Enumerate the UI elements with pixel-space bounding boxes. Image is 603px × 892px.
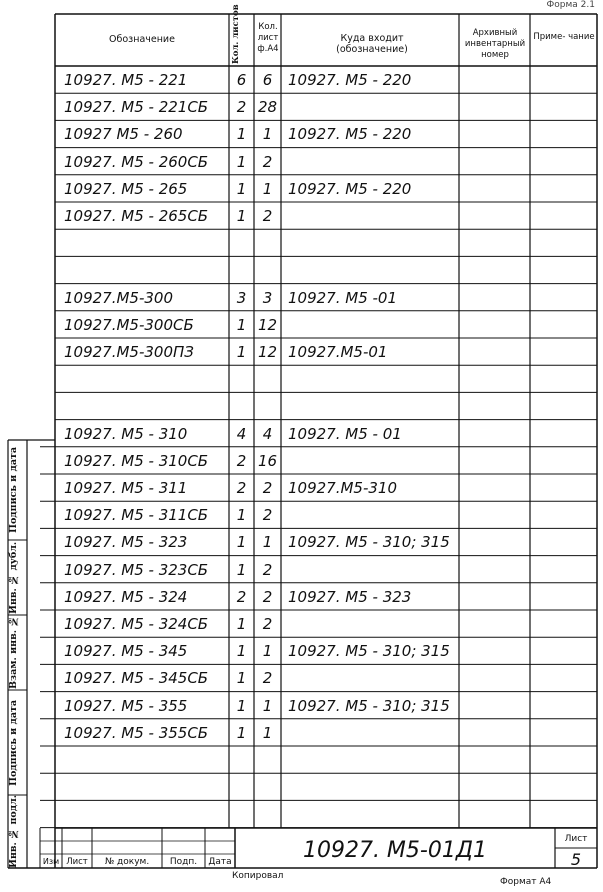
cell-a4: 2 <box>262 560 273 579</box>
cell-sheets: 1 <box>236 723 247 742</box>
tb-doc-no: № докум. <box>104 857 150 867</box>
header-sheets-count: Кол. листов <box>231 4 241 64</box>
cell-designation: 10927.M5-300СБ <box>64 315 194 334</box>
cell-a4: 2 <box>262 506 273 525</box>
cell-sheets: 3 <box>236 288 247 307</box>
side-label-signature-date-1: Подпись и дата <box>8 446 19 534</box>
cell-a4: 28 <box>257 98 278 117</box>
cell-where: 10927. M5 - 220 <box>288 71 412 89</box>
cell-designation: 10927. M5 - 355СБ <box>64 723 209 742</box>
cell-designation: 10927. M5 - 324 <box>64 587 188 606</box>
cell-a4: 1 <box>262 642 273 661</box>
cell-a4: 2 <box>262 479 273 497</box>
cell-sheets: 2 <box>236 451 247 470</box>
cell-sheets: 1 <box>236 642 247 661</box>
tb-izm: Изм <box>42 857 60 866</box>
cell-a4: 12 <box>257 315 278 334</box>
cell-designation: 10927. M5 - 323 <box>64 533 188 552</box>
cell-sheets: 1 <box>236 533 247 552</box>
cell-designation: 10927. M5 - 310СБ <box>64 451 209 470</box>
cell-sheets: 1 <box>236 343 247 361</box>
cell-a4: 1 <box>262 125 273 144</box>
cell-designation: 10927. M5 - 323СБ <box>64 560 209 579</box>
cell-a4: 1 <box>262 696 273 715</box>
footer-format: Формат А4 <box>500 877 552 887</box>
tb-sheet-label: Лист <box>564 834 588 844</box>
cell-a4: 12 <box>257 343 278 361</box>
cell-a4: 2 <box>262 669 273 688</box>
cell-a4: 2 <box>262 207 273 225</box>
cell-designation: 10927.M5-300 <box>64 288 174 307</box>
cell-where: 10927. M5 - 323 <box>288 587 412 606</box>
cell-designation: 10927. M5 - 265СБ <box>64 207 209 225</box>
cell-where: 10927. M5 - 310; 315 <box>288 642 450 661</box>
cell-sheets: 1 <box>236 506 247 525</box>
cell-where: 10927. M5 -01 <box>288 288 398 307</box>
cell-sheets: 1 <box>236 207 247 225</box>
tb-list: Лист <box>66 857 88 867</box>
cell-designation: 10927. M5 - 345 <box>64 642 188 661</box>
tb-date: Дата <box>208 857 232 867</box>
cell-designation: 10927. M5 - 311 <box>64 479 188 497</box>
cell-where: 10927. M5 - 220 <box>288 125 412 144</box>
side-label-replace-inv-no: Взам. инв. № <box>8 615 19 690</box>
cell-designation: 10927. M5 - 260СБ <box>64 152 209 171</box>
cell-a4: 1 <box>262 533 273 552</box>
cell-sheets: 1 <box>236 669 247 688</box>
cell-designation: 10927. M5 - 355 <box>64 696 188 715</box>
side-label-original-inv-no: Инв. № подл. <box>8 794 19 868</box>
cell-designation: 10927. M5 - 221 <box>64 71 188 89</box>
cell-designation: 10927.M5-300ПЗ <box>64 343 194 361</box>
cell-sheets: 1 <box>236 125 247 144</box>
cell-a4: 4 <box>262 424 273 443</box>
cell-designation: 10927. M5 - 324СБ <box>64 615 209 633</box>
cell-a4: 1 <box>262 723 273 742</box>
form-label: Форма 2.1 <box>546 0 595 10</box>
cell-where: 10927. M5 - 310; 315 <box>288 696 450 715</box>
cell-a4: 16 <box>257 451 278 470</box>
cell-sheets: 4 <box>236 424 247 443</box>
header-where-used: Куда входит (обозначение) <box>336 33 408 55</box>
side-label-dup-inv-no: Инв. № дубл. <box>8 541 19 614</box>
cell-designation: 10927. M5 - 221СБ <box>64 98 209 117</box>
cell-sheets: 1 <box>236 696 247 715</box>
tb-sheet-number: 5 <box>570 850 582 869</box>
cell-a4: 1 <box>262 179 273 198</box>
cell-sheets: 1 <box>236 315 247 334</box>
cell-where: 10927. M5 - 220 <box>288 179 412 198</box>
footer-copied: Копировал <box>232 871 284 881</box>
header-note: Приме- чание <box>533 32 595 42</box>
cell-where: 10927. M5 - 01 <box>288 424 402 443</box>
cell-designation: 10927. M5 - 265 <box>64 179 188 198</box>
cell-a4: 2 <box>262 587 273 606</box>
cell-sheets: 1 <box>236 152 247 171</box>
cell-sheets: 1 <box>236 615 247 633</box>
cell-designation: 10927. M5 - 345СБ <box>64 669 209 688</box>
cell-sheets: 2 <box>236 98 247 117</box>
header-sheets-a4: Кол. лист ф.А4 <box>257 22 279 54</box>
side-label-signature-date-2: Подпись и дата <box>8 699 19 786</box>
cell-designation: 10927. M5 - 310 <box>64 424 188 443</box>
header-designation: Обозначение <box>109 34 175 45</box>
cell-where: 10927. M5 - 310; 315 <box>288 533 450 552</box>
cell-sheets: 6 <box>236 71 247 89</box>
cell-sheets: 2 <box>236 587 247 606</box>
cell-designation: 10927 M5 - 260 <box>64 125 183 144</box>
cell-sheets: 1 <box>236 560 247 579</box>
cell-a4: 6 <box>262 71 273 89</box>
cell-where: 10927.M5-310 <box>288 479 398 497</box>
cell-a4: 3 <box>262 288 273 307</box>
cell-designation: 10927. M5 - 311СБ <box>64 506 209 525</box>
cell-a4: 2 <box>262 152 273 171</box>
tb-designation: 10927. M5-01Д1 <box>302 838 488 863</box>
cell-sheets: 2 <box>236 479 247 497</box>
header-archive: Архивный инвентарный номер <box>464 28 526 60</box>
cell-sheets: 1 <box>236 179 247 198</box>
cell-where: 10927.M5-01 <box>288 343 388 361</box>
cell-a4: 2 <box>262 615 273 633</box>
tb-podp: Подп. <box>169 857 198 867</box>
